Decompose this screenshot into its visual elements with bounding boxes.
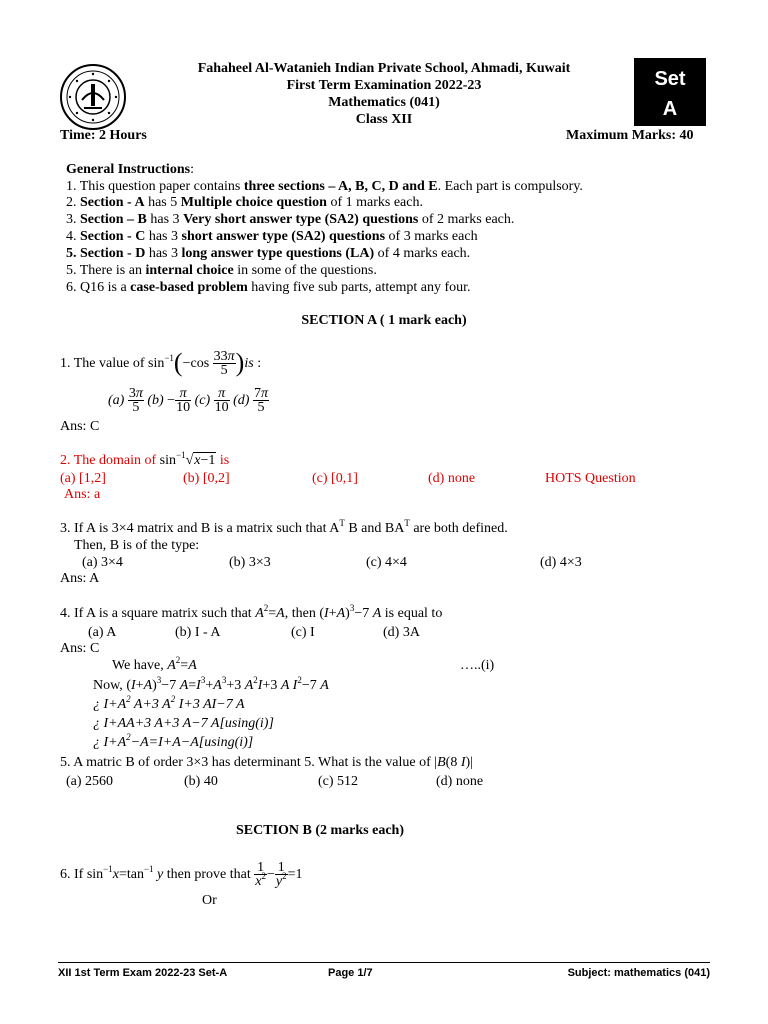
section-a-title: SECTION A ( 1 mark each) [301, 313, 467, 328]
instructions-heading: General Instructions: [66, 162, 194, 177]
instruction-4: 4. Section - C has 3 short answer type (SA2) questions of 3 marks each [66, 229, 478, 244]
q3-option-d: (d) 4×3 [540, 555, 582, 570]
instruction-6: 5. There is an internal choice in some of the questions. [66, 263, 377, 278]
subject-title: Mathematics (041) [328, 95, 440, 110]
instruction-7: 6. Q16 is a case-based problem having five sub parts, attempt any four. [66, 280, 471, 295]
instruction-2: 2. Section - A has 5 Multiple choice question of 1 marks each. [66, 195, 423, 210]
footer-left: XII 1st Term Exam 2022-23 Set-A [58, 967, 228, 979]
q3-option-b: (b) 3×3 [229, 555, 271, 570]
instruction-1: 1. This question paper contains three sections – A, B, C, D and E. Each part is compulsory. [66, 179, 583, 194]
q4-solution-step-3: ¿ $I+A^2$ A+3 $A^2$ I+3 AI−7 A [93, 694, 245, 712]
question-6: 6. If $\sin^{-1}x=\tan^{-1}$ y then prove that $\frac{1}{x^2}$ − $\frac{1}{y^2}$ =1 [60, 860, 303, 890]
q4-solution-step-1: We have, $A^2=A$ [112, 655, 197, 673]
question-3-line-2: Then, B is of the type: [74, 538, 200, 553]
section-b-title: SECTION B (2 marks each) [236, 823, 405, 838]
or-label: Or [202, 893, 217, 908]
question-4-answer: Ans: C [60, 641, 100, 656]
class-title: Class XII [355, 112, 413, 127]
q2-option-a: (a) [1,2] [60, 471, 106, 486]
q2-option-b: (b) [0,2] [183, 471, 230, 486]
question-2-answer: Ans: a [64, 487, 101, 502]
q3-option-c: (c) 4×4 [366, 555, 407, 570]
q2-option-c: (c) [0,1] [312, 471, 358, 486]
q4-option-a: (a) A [88, 625, 117, 640]
question-3: 3. If A is 3×4 matrix and B is a matrix such that $A^T$ B and $BA^T$ are both defined. [60, 518, 508, 536]
exam-title: First Term Examination 2022-23 [286, 78, 482, 93]
q2-option-d: (d) none [428, 471, 476, 486]
instruction-5: 5. Section - D has 3 long answer type questions (LA) of 4 marks each. [66, 246, 471, 261]
time-allowed: Time: 2 Hours [60, 128, 147, 143]
q4-option-c: (c) I [291, 625, 315, 640]
q5-option-d: (d) none [436, 774, 484, 789]
question-4: 4. If A is a square matrix such that $A^2=A$, then $(I+A)^3-7$ A is equal to [60, 603, 443, 621]
question-1: 1. The value of $\sin^{-1}(-\cos$ $\frac{33\pi}{5}$ )is : [60, 348, 262, 379]
footer-right: Subject: mathematics (041) [567, 967, 710, 979]
page-footer [58, 962, 710, 979]
q4-option-d: (d) 3A [383, 625, 420, 640]
footer-page-number: Page 1/7 [328, 967, 373, 979]
q5-option-a: (a) 2560 [66, 774, 114, 789]
q4-solution-step-5: ¿ $I+A^2-A=I+A-A[using(i)]$ [93, 732, 254, 750]
set-badge [634, 58, 706, 126]
q4-solution-step-2: Now, $(I+A)^3-7$ $A=I^3+A^3+3$ $A^2I+3$ A $I^2-7$ A [93, 675, 329, 693]
set-label: Set [654, 68, 686, 90]
q5-option-b: (b) 40 [184, 774, 218, 789]
instruction-3: 3. Section – B has 3 Very short answer type (SA2) questions of 2 marks each. [66, 212, 515, 227]
set-letter: A [662, 98, 678, 120]
question-1-answer: Ans: C [60, 419, 100, 434]
question-5: 5. A matric B of order 3×3 has determinant 5. What is the value of |B(8 I)| [60, 755, 473, 770]
question-2: 2. The domain of $\sin^{-1}√x-1$ is [60, 450, 230, 468]
question-3-answer: Ans: A [60, 571, 100, 586]
q4-option-b: (b) I - A [175, 625, 221, 640]
maximum-marks: Maximum Marks: 40 [566, 128, 694, 143]
q5-option-c: (c) 512 [318, 774, 359, 789]
q3-option-a: (a) 3×4 [82, 555, 123, 570]
hots-tag: HOTS Question [545, 471, 636, 486]
question-1-options: (a) $\frac{3\pi}{5}$ (b) − $\frac{\pi}{10}$ (c) $\frac{\pi}{10}$ (d) $\frac{7\pi}{5}$ [108, 386, 268, 416]
q4-solution-step-4: ¿ I+AA+3 A+3 A−7 A[using(i)] [93, 716, 274, 731]
q4-equation-ref: …..(i) [460, 658, 495, 673]
school-name: Fahaheel Al-Watanieh Indian Private School, Ahmadi, Kuwait [197, 61, 571, 76]
